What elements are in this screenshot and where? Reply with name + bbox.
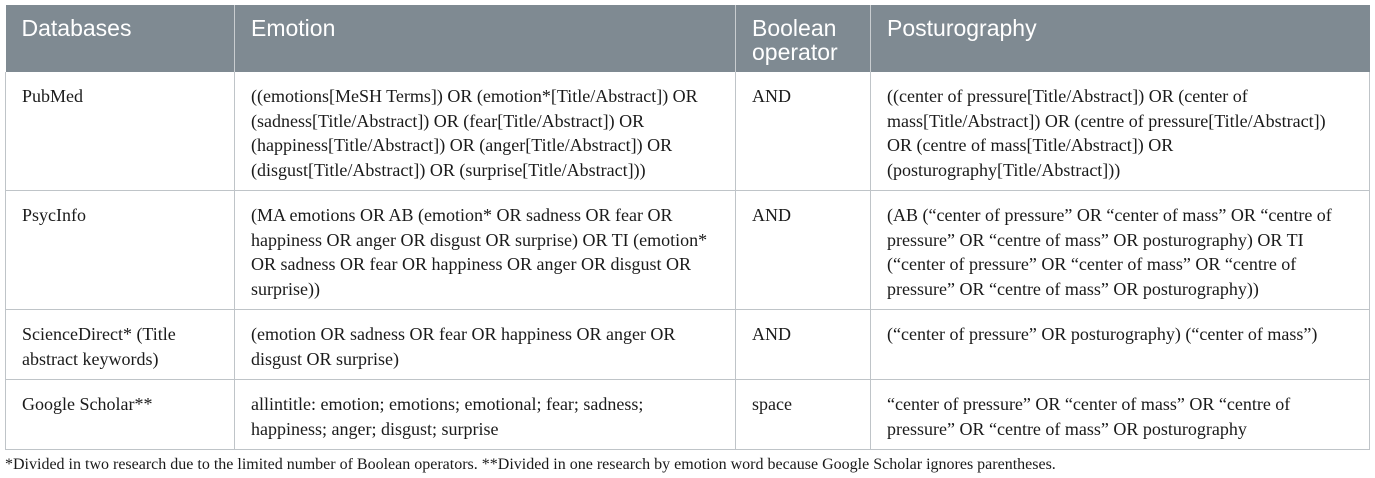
header-emotion: Emotion xyxy=(235,5,736,72)
operator-cell: space xyxy=(736,380,871,450)
table-footnote: *Divided in two research due to the limited number of Boolean operators. **Divided in one research by emotion word because Google Scholar ignores parentheses. xyxy=(5,456,1056,473)
table-body xyxy=(6,72,1370,450)
table-header xyxy=(6,5,1370,72)
emotion-cell: ((emotions[MeSH Terms]) OR (emotion*[Title/Abstract]) OR (sadness[Title/Abstract]) OR (fear[Title/Abstract]) OR (happiness[Title/Abstract]) OR (anger[Title/Abstract]) OR (disgust[Title/Abstract]) OR (surprise[Title/Abstract])) xyxy=(235,72,736,191)
database-cell: Google Scholar** xyxy=(6,380,235,450)
table-row xyxy=(6,72,1370,191)
posturography-cell: ((center of pressure[Title/Abstract]) OR (center of mass[Title/Abstract]) OR (centre of pressure[Title/Abstract]) OR (centre of mass[Title/Abstract]) OR (posturography[Title/Abstract])) xyxy=(871,72,1370,191)
posturography-cell: (AB (“center of pressure” OR “center of mass” OR “centre of pressure” OR “centre of mass” OR posturography) OR TI (“center of pressure” OR “center of mass” OR “centre of pressure” OR “centre of mass” OR posturography)) xyxy=(871,191,1370,310)
header-posturography: Posturography xyxy=(871,5,1370,72)
database-cell: ScienceDirect* (Title abstract keywords) xyxy=(6,310,235,380)
posturography-cell: (“center of pressure” OR posturography) (“center of mass”) xyxy=(871,310,1370,380)
emotion-cell: (emotion OR sadness OR fear OR happiness OR anger OR disgust OR surprise) xyxy=(235,310,736,380)
database-cell: PsycInfo xyxy=(6,191,235,310)
search-strategy-table xyxy=(5,5,1370,450)
header-databases: Databases xyxy=(6,5,235,72)
table-row xyxy=(6,191,1370,310)
operator-cell: AND xyxy=(736,72,871,191)
table-row xyxy=(6,380,1370,450)
database-cell: PubMed xyxy=(6,72,235,191)
operator-cell: AND xyxy=(736,310,871,380)
table-row xyxy=(6,310,1370,380)
header-boolean-operator: Boolean operator xyxy=(736,5,871,72)
posturography-cell: “center of pressure” OR “center of mass” OR “centre of pressure” OR “centre of mass” OR posturography xyxy=(871,380,1370,450)
emotion-cell: (MA emotions OR AB (emotion* OR sadness OR fear OR happiness OR anger OR disgust OR surprise) OR TI (emotion* OR sadness OR fear OR happiness OR anger OR disgust OR surprise)) xyxy=(235,191,736,310)
header-row xyxy=(6,5,1370,72)
emotion-cell: allintitle: emotion; emotions; emotional; fear; sadness; happiness; anger; disgust; surprise xyxy=(235,380,736,450)
operator-cell: AND xyxy=(736,191,871,310)
